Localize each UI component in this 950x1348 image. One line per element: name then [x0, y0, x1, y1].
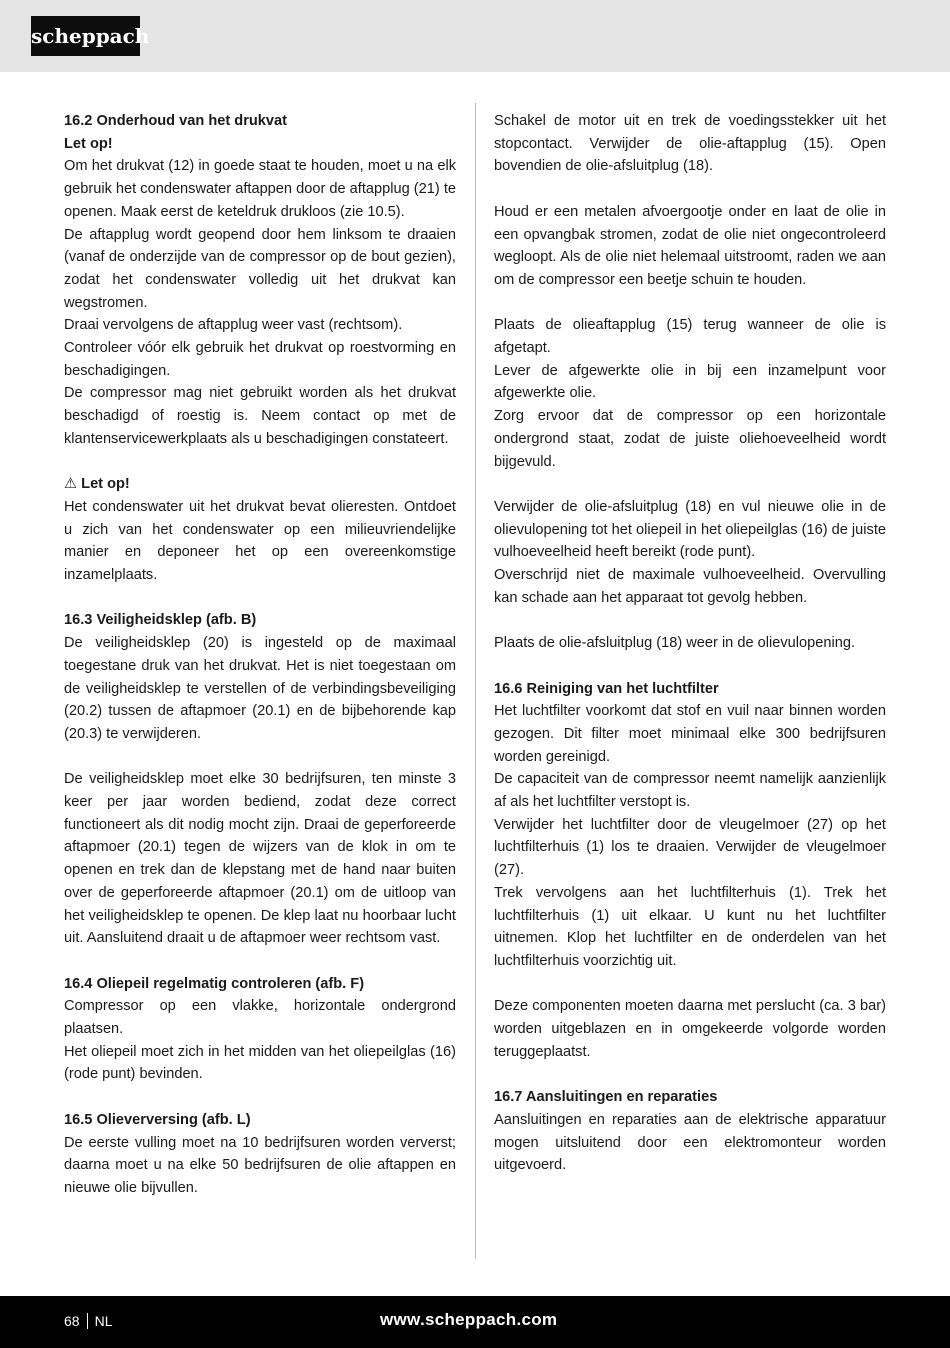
column-divider: [475, 103, 476, 1259]
body-paragraph: [64, 1132, 456, 1200]
heading-text: 16.5 Olieverversing (afb. L): [64, 1111, 251, 1128]
body-paragraph: [64, 768, 456, 950]
paragraph-text: Plaats de olieaftapplug (15) terug wanneer de olie is afgetapt.: [494, 317, 886, 356]
website-link[interactable]: www.scheppach.com: [380, 1310, 558, 1329]
page-header: [0, 0, 950, 72]
warning-icon: ⚠: [64, 476, 78, 493]
body-paragraph: [64, 337, 456, 382]
paragraph-text: Plaats de olie-afsluitplug (18) weer in de olievulopening.: [494, 635, 856, 652]
body-paragraph: [64, 496, 456, 587]
body-paragraph: [494, 1109, 886, 1177]
right-column: [494, 110, 886, 1177]
section-heading: [64, 609, 456, 632]
paragraph-text: Overschrijd niet de maximale vulhoeveelheid. Overvulling kan schade aan het apparaat tot gevolg hebben.: [494, 567, 886, 606]
body-paragraph: [494, 768, 886, 813]
section-heading: [64, 110, 456, 133]
body-paragraph: [494, 564, 886, 609]
body-paragraph: [494, 314, 886, 359]
paragraph-text: Schakel de motor uit en trek de voedingsstekker uit het stopcontact. Verwijder de olie-aftapplug (15). Open bovendien de olie-afsluitplug (18).: [494, 113, 886, 175]
body-paragraph: [494, 201, 886, 292]
section-heading: [64, 973, 456, 996]
paragraph-text: De compressor mag niet gebruikt worden als het drukvat beschadigd of roestig is. Neem contact op met de klantenservicewerkplaats als u beschadigingen constateert.: [64, 385, 456, 447]
body-paragraph: [64, 995, 456, 1040]
body-paragraph: [494, 995, 886, 1063]
heading-text: Let op!: [64, 135, 113, 152]
section-heading: [64, 133, 456, 156]
section-heading: [64, 1109, 456, 1132]
body-paragraph: [494, 814, 886, 882]
heading-text: 16.6 Reiniging van het luchtfilter: [494, 680, 719, 697]
paragraph-text: Houd er een metalen afvoergootje onder en laat de olie in een opvangbak stromen, zodat de olie niet ongecontroleerd wegloopt. Als de olie niet helemaal uitstroomt, raden we aan om de compressor een beetje schuin te houden.: [494, 203, 886, 288]
section-heading: [494, 1086, 886, 1109]
body-paragraph: [494, 110, 886, 178]
paragraph-text: Draai vervolgens de aftapplug weer vast (rechtsom).: [64, 317, 403, 334]
heading-text: 16.7 Aansluitingen en reparaties: [494, 1089, 718, 1106]
page-number-block: [64, 1311, 112, 1331]
paragraph-text: Aansluitingen en reparaties aan de elektrische apparatuur mogen uitsluitend door een elektromonteur worden uitgevoerd.: [494, 1111, 886, 1174]
section-heading: [64, 473, 456, 496]
paragraph-text: Compressor op een vlakke, horizontale ondergrond plaatsen.: [64, 998, 456, 1038]
paragraph-text: De veiligheidsklep (20) is ingesteld op de maximaal toegestane druk van het drukvat. Het is niet toegestaan om de veiligheidsklep te verstellen of de verbindingsbeveiliging (20.2) tussen de aftapmoer (20.1) en de bijbehorende kap (20.3) te verwijderen.: [64, 635, 456, 742]
body-paragraph: [64, 314, 456, 337]
section-heading: [494, 678, 886, 701]
body-paragraph: [494, 360, 886, 405]
paragraph-text: Controleer vóór elk gebruik het drukvat op roestvorming en beschadigingen.: [64, 340, 456, 379]
brand-logo: scheppach: [31, 16, 140, 56]
paragraph-text: Trek vervolgens aan het luchtfilterhuis (1). Trek het luchtfilterhuis (1) uit elkaar. U kunt nu het luchtfilter uitnemen. Klop het luchtfilter en de onderdelen van het luchtfilterhuis voorzichtig uit.: [494, 884, 886, 969]
paragraph-text: Lever de afgewerkte olie in bij een inzamelpunt voor afgewerkte olie.: [494, 362, 886, 402]
language-code: NL: [94, 1313, 113, 1329]
body-paragraph: [494, 496, 886, 564]
paragraph-text: Deze componenten moeten daarna met perslucht (ca. 3 bar) worden uitgeblazen en in omgekeerde volgorde worden teruggeplaatst.: [494, 998, 886, 1060]
body-paragraph: [64, 1041, 456, 1086]
body-paragraph: [64, 155, 456, 223]
heading-text: 16.4 Oliepeil regelmatig controleren (afb. F): [64, 975, 365, 992]
paragraph-text: De eerste vulling moet na 10 bedrijfsuren worden ververst; daarna moet u na elke 50 bedrijfsuren de olie aftappen en nieuwe olie bijvullen.: [64, 1134, 456, 1196]
paragraph-text: De aftapplug wordt geopend door hem linksom te draaien (vanaf de onderzijde van de compressor op de bout gezien), zodat het condenswater volledig uit het drukvat kan wegstromen.: [64, 226, 456, 311]
footer-separator: [87, 1313, 88, 1329]
paragraph-text: De capaciteit van de compressor neemt namelijk aanzienlijk af als het luchtfilter verstopt is.: [494, 771, 886, 811]
page-footer: [0, 1296, 950, 1348]
body-paragraph: [64, 224, 456, 315]
paragraph-text: Verwijder het luchtfilter door de vleugelmoer (27) op het luchtfilterhuis (1) los te draaien. Verwijder de vleugelmoer (27).: [494, 816, 886, 879]
body-paragraph: [494, 882, 886, 973]
body-paragraph: [494, 405, 886, 473]
paragraph-text: De veiligheidsklep moet elke 30 bedrijfsuren, ten minste 3 keer per jaar worden bediend, zodat deze correct functioneert als dit nodig mocht zijn. Draai de geperforeerde aftapmoer (20.1) tegen de wijzers van de klok in om te openen en trek dan de klepstang met de hand naar buiten over de geperforeerde aftapmoer (20.1) om de uitloop van het veiligheidsklep te openen. De klep laat nu hoorbaar lucht uit. Aansluitend draait u de aftapmoer weer rechtsom vast.: [64, 771, 456, 947]
heading-text: 16.3 Veiligheidsklep (afb. B): [64, 612, 257, 629]
page-number: 68: [64, 1313, 80, 1329]
paragraph-text: Het oliepeil moet zich in het midden van het oliepeilglas (16) (rode punt) bevinden.: [64, 1043, 456, 1083]
heading-text: 16.2 Onderhoud van het drukvat: [64, 113, 288, 129]
body-paragraph: [494, 632, 886, 655]
body-paragraph: [494, 700, 886, 768]
body-paragraph: [64, 632, 456, 746]
paragraph-text: Verwijder de olie-afsluitplug (18) en vul nieuwe olie in de olievulopening tot het oliepeil in het oliepeilglas (16) de juiste vulhoeveelheid heeft bereikt (rode punt).: [494, 498, 886, 561]
paragraph-text: Zorg ervoor dat de compressor op een horizontale ondergrond staat, zodat de juiste oliehoeveelheid wordt bijgevuld.: [494, 408, 886, 470]
paragraph-text: Het condenswater uit het drukvat bevat olieresten. Ontdoet u zich van het condenswater op een milieuvriendelijke manier en deponeer het op een overeenkomstige inzamelplaats.: [64, 498, 456, 584]
body-paragraph: [64, 382, 456, 450]
paragraph-text: Het luchtfilter voorkomt dat stof en vuil naar binnen worden gezogen. Dit filter moet minimaal elke 300 bedrijfsuren worden gereinigd.: [494, 703, 886, 765]
left-column: [64, 110, 456, 1200]
heading-text: Let op!: [81, 476, 130, 493]
paragraph-text: Om het drukvat (12) in goede staat te houden, moet u na elk gebruik het condenswater aftappen door de aftapplug (21) te openen. Maak eerst de keteldruk drukloos (zie 10.5).: [64, 158, 456, 220]
